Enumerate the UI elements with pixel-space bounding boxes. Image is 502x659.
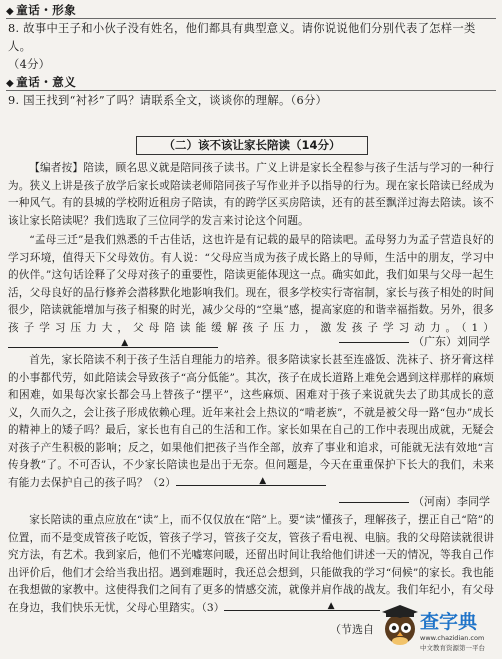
divider xyxy=(6,90,496,91)
source-note: （节选自 xyxy=(330,623,374,636)
signature-henan: （河南）李同学 xyxy=(339,494,490,510)
divider xyxy=(6,18,496,19)
dash-line xyxy=(339,342,409,343)
section-heading-meaning: ◆ 童话・意义 xyxy=(6,75,77,89)
svg-text:查字典: 查字典 xyxy=(420,611,478,633)
svg-text:www.chazidian.com: www.chazidian.com xyxy=(420,634,485,642)
part2-title: （二）该不该让家长陪读（14分） xyxy=(136,136,368,155)
svg-text:中文教育资源第一平台: 中文教育资源第一平台 xyxy=(420,644,485,652)
triangle-marker-icon: ▲ xyxy=(259,475,267,486)
question-9: 9. 国王找到“衬衫”了吗？请联系全文，谈谈你的理解。（6分） xyxy=(8,94,328,107)
editor-note: 【编者按】陪读，顾名思义就是陪同孩子读书。广义上讲是家长全程参与孩子生活与学习的一种行为。狭义上讲是孩子放学后家长或陪读老师陪同孩子写作业并予以指导的行为。现在家长陪读已经成为一种风气。有的县城的学校附近租房子陪读，有的跨学区买房陪读，还有的甚至飘洋过海去陪读。该不该让家长陪读呢？我们选取了三位同学的发言来讨论这个问题。 xyxy=(8,162,494,227)
triangle-marker-icon: ▲ xyxy=(121,338,129,348)
section-heading-image: ◆ 童话・形象 xyxy=(6,3,77,17)
dash-line xyxy=(339,502,409,503)
paragraph-third: 家长陪读的重点应放在“读”上，而不仅仅放在“陪”上。要“读”懂孩子，理解孩子，摆正自己“陪”的位置，而不是变成管孩子吃饭，管孩子学习，管孩子交友，管孩子看电视、电脑。我的父母陪读就很讲究方法，有艺术。我到家后，他们不光嘘寒问暖，还留出时间让我给他们讲述一天的情况，等我自己作出评价后，他们才会给当我出招。遇到难题时，我还总会想到，只能做我的学习“伺候”的家长。我也能在我想做的家教中。这使得我们之间有了更多的情感交流，就像并肩作战的战友。我们年纪小，有父母在身边，我们快乐无忧，父母心里踏实。（3） ▲ xyxy=(8,514,494,614)
diamond-bullet-icon: ◆ xyxy=(6,78,15,89)
paragraph-guangdong: “孟母三迁”是我们熟悉的千古佳话，这也许是有记载的最早的陪读吧。孟母努力为孟子营造良好的学习环境，值得天下父母效仿。有人说：“父母应当成为孩子成长路上的导师，生活中的朋友，学习中的伙伴。”这句话诠释了父母对孩子的重要性，陪读更能体现这一点。确实如此，我们如果与父母一起生活，父母良好的品行修养会潜移默化地影响我们。现在，很多学校实行寄宿制，家长与孩子相处的时间很少，陪读就能增加与孩子相聚的时光，减少父母的“空巢”感，提高家庭的和谐幸福指数。另外，很多孩子学习压力大，父母陪读能缓解孩子压力，激发孩子学习动力。（1） ▲ xyxy=(8,234,494,348)
question-8: 8. 故事中王子和小伙子没有姓名，他们都具有典型意义。请你说说他们分别代表了怎样一类人。 （4分） xyxy=(8,22,476,71)
answer-blank-2[interactable] xyxy=(176,475,326,486)
diamond-bullet-icon: ◆ xyxy=(6,6,15,17)
paragraph-henan: 首先，家长陪读不利于孩子生活自理能力的培养。很多陪读家长甚至连盛饭、洗袜子、挤牙膏这样的小事都代劳，如此陪读会导致孩子“高分低能”。其次，孩子在成长道路上难免会遇到这样那样的麻烦和困难，如果每次家长都会马上替孩子“摆平”，这些麻烦、困难对于孩子来说就失去了助其成长的意义，久而久之，会让孩子形成依赖心理。近年来社会上热议的“啃老族”，不就是被父母一路“包办”成长的精神上的矮子吗？最后，家长也有自己的生活和工作。家长如果在自己的工作中表现出成就，无疑会对孩子产生积极的影响；反之，如果他们把孩子当作全部，放弃了事业和追求，可能就无法有效地“言传身教”了。不可否认，不少家长陪读也是出于无奈。但问题是，今天在重重保护下长大的我们，未来有能力去保护自己的孩子吗？（2） ▲ xyxy=(8,354,494,489)
answer-blank-1[interactable] xyxy=(8,337,218,348)
chazidian-logo xyxy=(380,601,498,655)
signature-guangdong: （广东）刘同学 xyxy=(339,334,490,350)
triangle-marker-icon: ▲ xyxy=(327,600,335,611)
